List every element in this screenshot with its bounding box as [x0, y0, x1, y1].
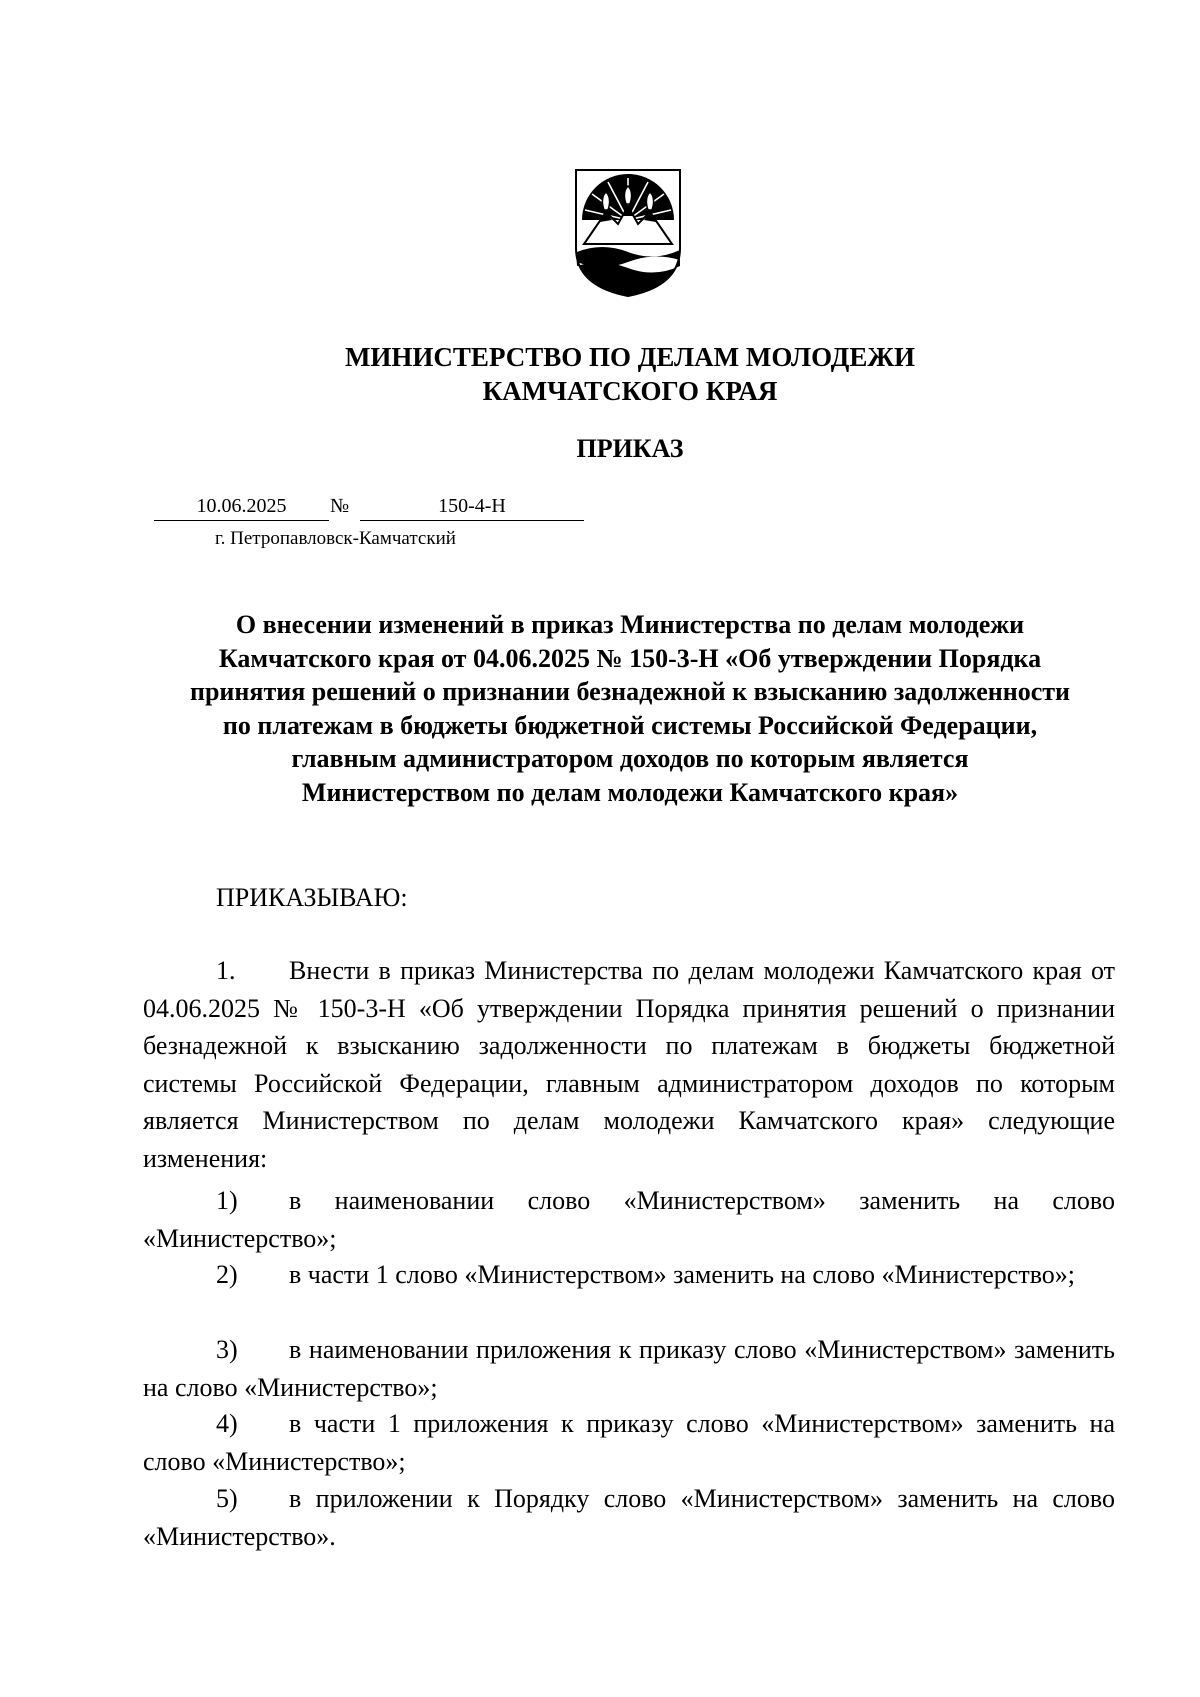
organization-name-line-2: КАМЧАТСКОГО КРАЯ	[482, 376, 778, 406]
order-subitem-4	[143, 1405, 1115, 1480]
registration-number: 150-4-Н	[360, 492, 584, 521]
registration-date: 10.06.2025	[154, 492, 329, 521]
document-type-title: ПРИКАЗ	[576, 434, 684, 463]
item-number: 5)	[216, 1484, 238, 1513]
subject-line: главным администратором доходов по которым является	[291, 744, 969, 773]
subject-line: принятия решений о признании безнадежной к взысканию задолженности	[189, 677, 1070, 706]
city-name: г. Петропавловск-Камчатский	[215, 528, 456, 549]
order-subitem-3	[143, 1331, 1115, 1406]
subject-line: Камчатского края от 04.06.2025 № 150-3-Н «Об утверждении Порядка	[218, 643, 1042, 673]
document-subject	[145, 608, 1115, 809]
item-number: 3)	[216, 1335, 238, 1364]
item-number: 4)	[216, 1409, 238, 1438]
organization-name-line-1: МИНИСТЕРСТВО ПО ДЕЛАМ МОЛОДЕЖИ	[344, 342, 916, 372]
item-text: в приложении к Порядку слово «Министерством» заменить на слово «Министерство».	[143, 1484, 1115, 1551]
item-text: в части 1 слово «Министерством» заменить на слово «Министерство»;	[289, 1260, 1076, 1289]
order-word: ПРИКАЗЫВАЮ:	[216, 883, 408, 912]
item-text: в наименовании слово «Министерством» заменить на слово «Министерство»;	[143, 1186, 1115, 1253]
item-text: в части 1 приложения к приказу слово «Министерством» заменить на слово «Министерство»;	[143, 1409, 1115, 1476]
number-sign: №	[330, 495, 350, 517]
subject-line: по платежам в бюджеты бюджетной системы Российской Федерации,	[222, 710, 1038, 740]
subject-line: О внесении изменений в приказ Министерства по делам молодежи	[235, 610, 1025, 639]
item-text: Внести в приказ Министерства по делам молодежи Камчатского края от 04.06.2025 № 150-3-Н «Об утверждении Порядка принятия решений о признании безнадежной к взысканию задолженности по платежам в бюджеты бюджетной системы Российской Федерации, главным администратором доходов по которым является Министерством по делам молодежи Камчатского края» следующие изменения:	[143, 956, 1115, 1173]
order-subitem-5	[143, 1480, 1115, 1555]
subject-line: Министерством по делам молодежи Камчатского края»	[301, 777, 959, 807]
order-subitem-1	[143, 1182, 1115, 1257]
item-text: в наименовании приложения к приказу слово «Министерством» заменить на слово «Министерство»;	[143, 1335, 1115, 1402]
order-subitem-2	[143, 1256, 1115, 1294]
order-item-1	[143, 952, 1115, 1177]
item-number: 1.	[216, 956, 236, 985]
item-number: 1)	[216, 1186, 238, 1215]
kamchatka-coat-of-arms-icon	[574, 168, 682, 298]
item-number: 2)	[216, 1260, 238, 1289]
